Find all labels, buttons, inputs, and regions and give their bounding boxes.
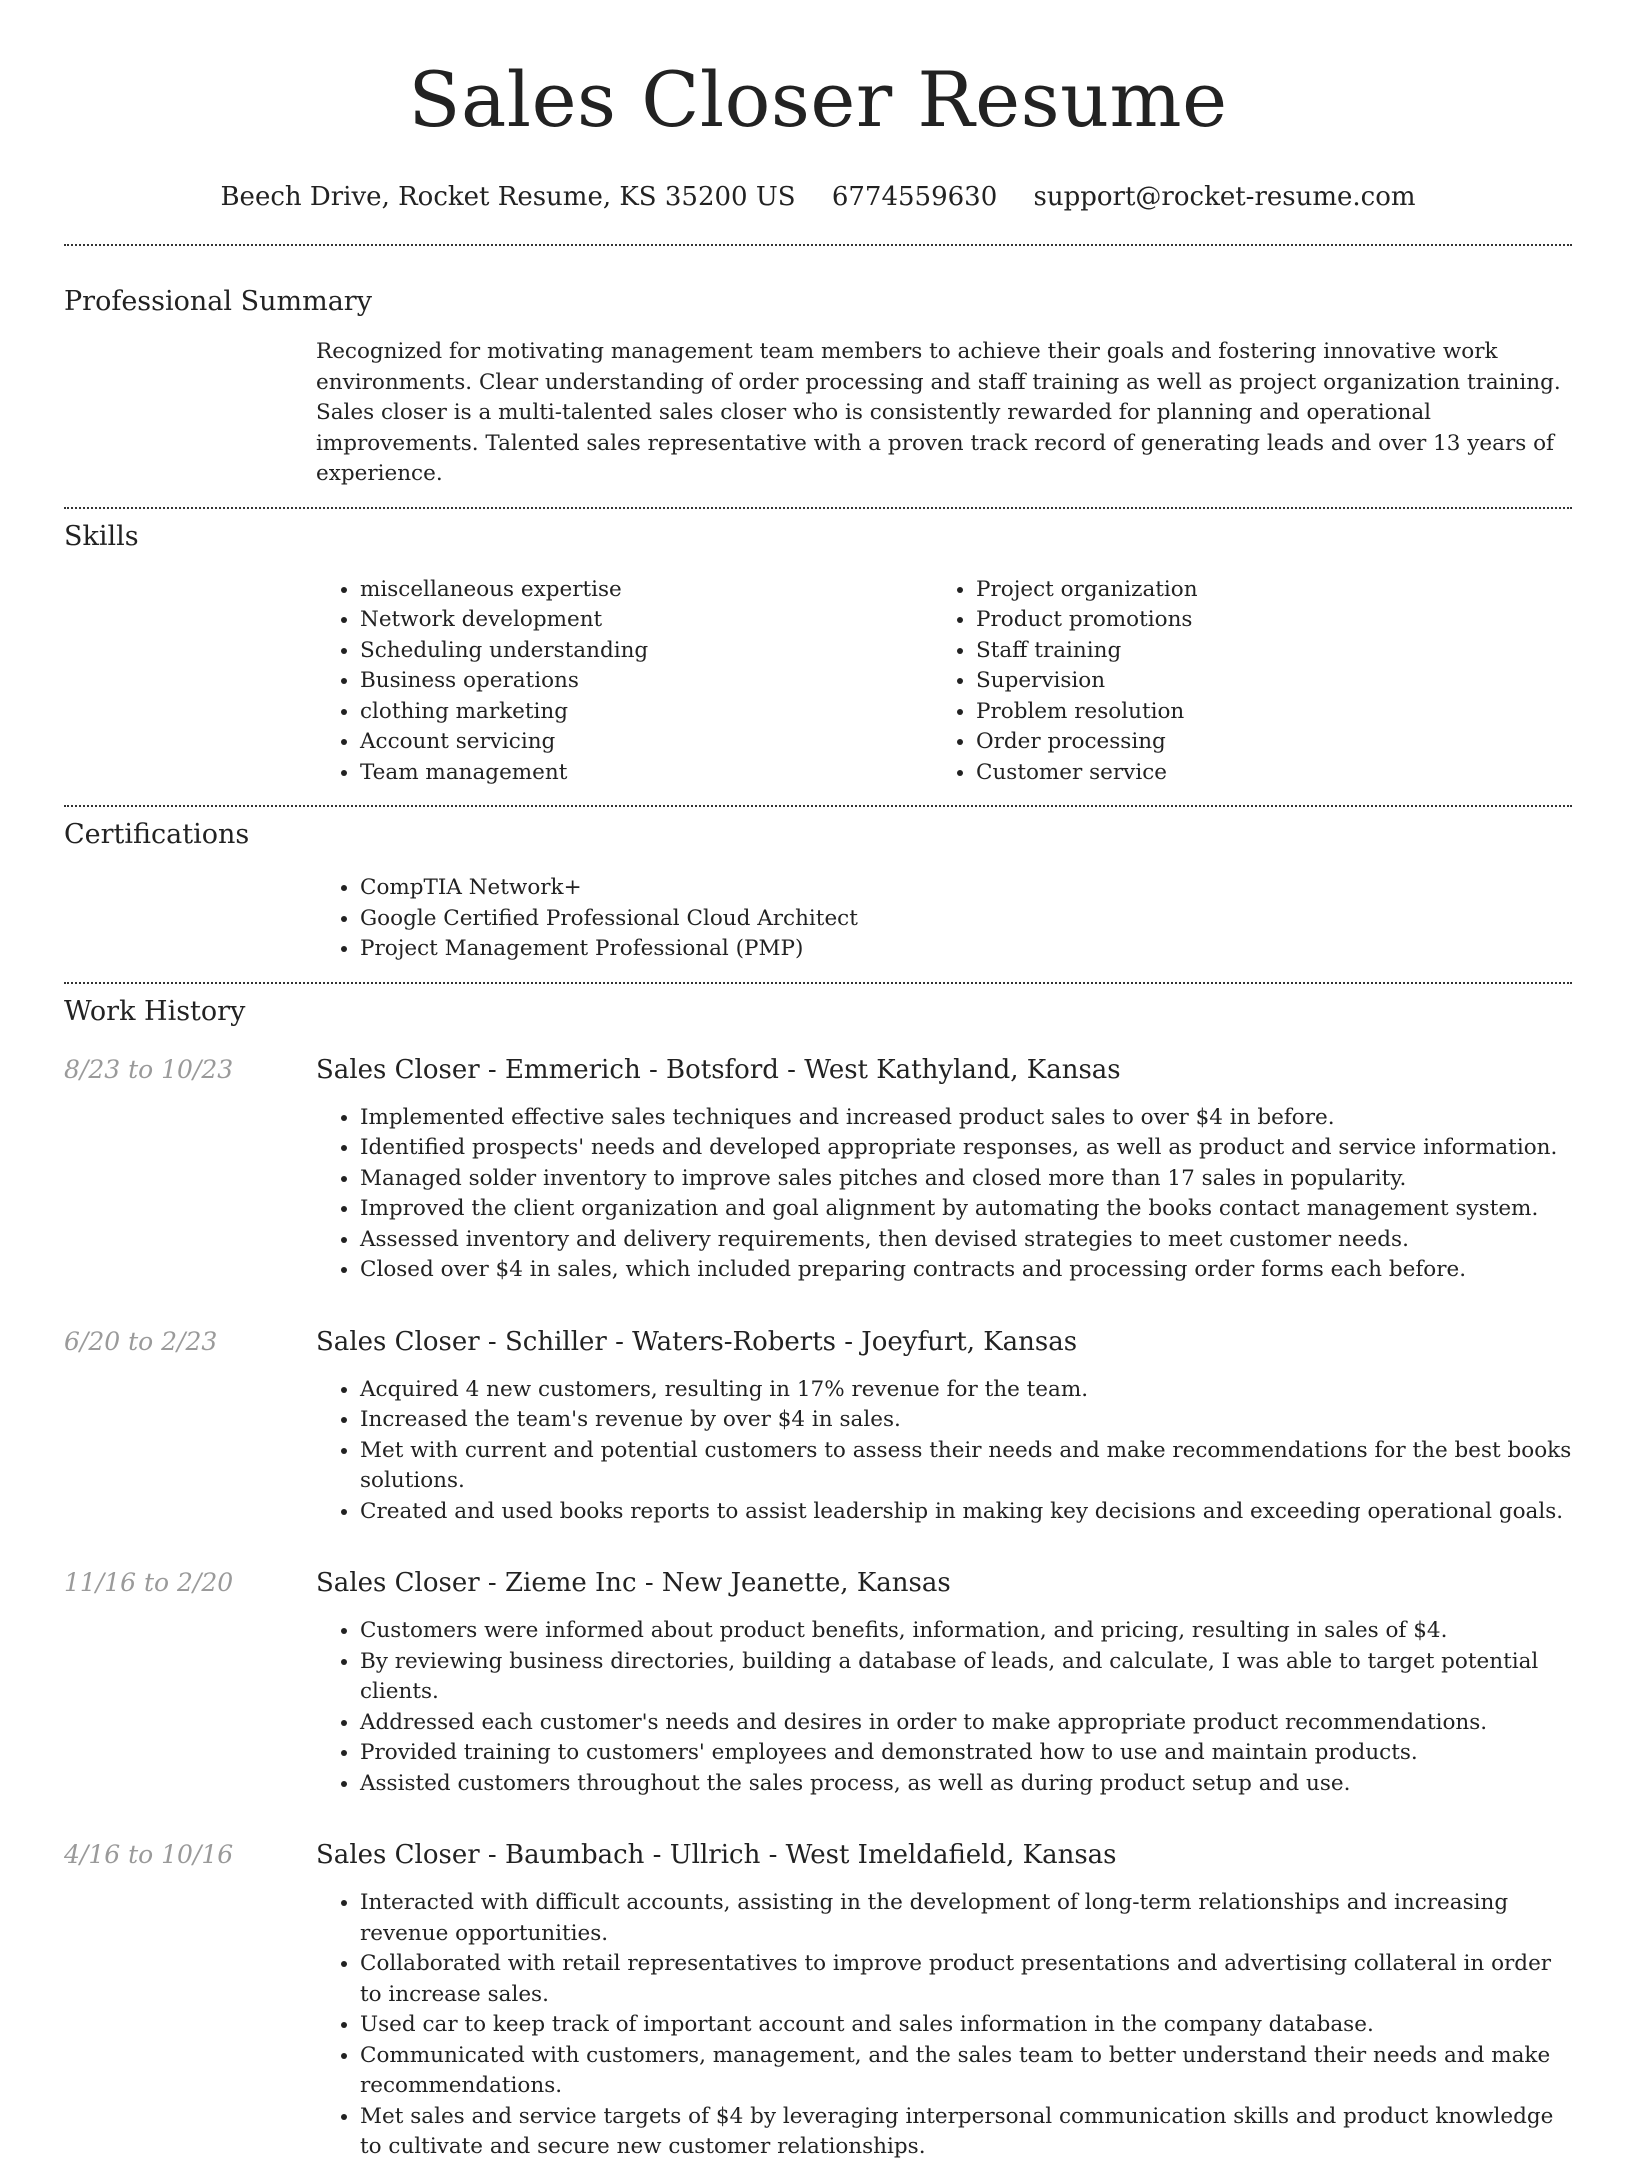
skills-list-left [316, 575, 932, 789]
certification-item: • CompTIA Network+ [360, 873, 1572, 904]
job-bullet: • Assisted customers throughout the sales process, as well as during product setup and use. [360, 1769, 1572, 1800]
skills-section [64, 509, 1572, 806]
certifications-heading: Certifications [64, 819, 250, 850]
skill-item: • Network development [360, 605, 932, 636]
work-heading: Work History [64, 995, 246, 1027]
job-title: Sales Closer - Baumbach - Ullrich - West Imeldafield, Kansas [316, 1840, 1117, 1870]
contact-address: Beech Drive, Rocket Resume, KS 35200 US [220, 182, 796, 212]
skill-item: • Problem resolution [976, 697, 1548, 728]
job-date: 11/16 to 2/20 [64, 1568, 234, 1597]
job-bullet: • Used car to keep track of important account and sales information in the company database. [360, 2010, 1572, 2041]
job-bullets [316, 1375, 1572, 1528]
job-entry [64, 1054, 1572, 1286]
job-bullet: • Managed solder inventory to improve sales pitches and closed more than 17 sales in popularity. [360, 1164, 1572, 1195]
skill-item: • Staff training [976, 636, 1548, 667]
job-title: Sales Closer - Emmerich - Botsford - West Kathyland, Kansas [316, 1054, 1121, 1085]
job-details [316, 1054, 1572, 1286]
job-entry [64, 1326, 1572, 1528]
job-bullet: • Implemented effective sales techniques and increased product sales to over $4 in before. [360, 1103, 1572, 1134]
skills-grid [316, 575, 1572, 806]
job-bullet: • Closed over $4 in sales, which included preparing contracts and processing order forms each before. [360, 1255, 1572, 1286]
job-bullet: • Addressed each customer's needs and desires in order to make appropriate product recommendations. [360, 1708, 1572, 1739]
contact-line [64, 182, 1572, 212]
skill-item: • Account servicing [360, 727, 932, 758]
job-bullets [316, 1103, 1572, 1286]
skill-item: • Business operations [360, 666, 932, 697]
summary-heading: Professional Summary [64, 286, 372, 317]
job-bullet: • Met with current and potential customers to assess their needs and make recommendations for the best books solutions. [360, 1436, 1572, 1497]
work-section [64, 984, 1572, 2163]
job-date: 6/20 to 2/23 [64, 1326, 218, 1356]
job-bullet: • Collaborated with retail representatives to improve product presentations and advertising collateral in order to increase sales. [360, 1949, 1572, 2010]
job-date: 8/23 to 10/23 [64, 1054, 234, 1084]
job-bullet: • By reviewing business directories, building a database of leads, and calculate, I was able to target potential clients. [360, 1647, 1572, 1708]
summary-text: Recognized for motivating management team members to achieve their goals and fostering innovative work environments. Clear understanding of order processing and staff training as well as project organization training. Sales closer is a multi-talented sales closer who is consistently rewarded for planning and operational improvements. Talented sales representative with a proven track record of generating leads and over 13 years of experience. [316, 339, 1561, 486]
job-details [316, 1567, 1572, 1799]
summary-body [316, 337, 1572, 507]
certifications-list [316, 873, 1572, 965]
job-bullet: • Identified prospects' needs and developed appropriate responses, as well as product and service information. [360, 1133, 1572, 1164]
certification-item: • Google Certified Professional Cloud Architect [360, 904, 1572, 935]
job-bullet: • Improved the client organization and goal alignment by automating the books contact management system. [360, 1194, 1572, 1225]
resume-title: Sales Closer Resume [408, 55, 1228, 144]
summary-section [64, 246, 1572, 507]
job-bullet: • Met sales and service targets of $4 by leveraging interpersonal communication skills and product knowledge to cultivate and secure new customer relationships. [360, 2102, 1572, 2163]
skill-item: • Project organization [976, 575, 1548, 606]
skills-list-right [932, 575, 1548, 789]
job-title: Sales Closer - Zieme Inc - New Jeanette, Kansas [316, 1568, 951, 1598]
job-bullet: • Customers were informed about product benefits, information, and pricing, resulting in sales of $4. [360, 1616, 1572, 1647]
job-bullet: • Provided training to customers' employees and demonstrated how to use and maintain products. [360, 1738, 1572, 1769]
skill-item: • Customer service [976, 758, 1548, 789]
job-bullet: • Interacted with difficult accounts, assisting in the development of long-term relationships and increasing revenue opportunities. [360, 1888, 1572, 1949]
job-bullet: • Assessed inventory and delivery requirements, then devised strategies to meet customer needs. [360, 1225, 1572, 1256]
skill-item: • clothing marketing [360, 697, 932, 728]
skill-item: • Order processing [976, 727, 1548, 758]
job-bullet: • Communicated with customers, management, and the sales team to better understand their needs and make recommendations. [360, 2041, 1572, 2102]
skill-item: • Product promotions [976, 605, 1548, 636]
resume-page [64, 0, 1572, 2163]
job-bullets [316, 1888, 1572, 2163]
certifications-section [64, 807, 1572, 982]
contact-email: support@rocket-resume.com [1033, 182, 1416, 212]
job-bullet: • Acquired 4 new customers, resulting in 17% revenue for the team. [360, 1375, 1572, 1406]
job-details [316, 1326, 1572, 1528]
job-bullets [316, 1616, 1572, 1799]
skill-item: • Team management [360, 758, 932, 789]
certifications-body [316, 873, 1572, 982]
skills-heading: Skills [64, 520, 139, 552]
job-entry [64, 1839, 1572, 2163]
skill-item: • miscellaneous expertise [360, 575, 932, 606]
job-details [316, 1839, 1572, 2163]
job-bullet: • Increased the team's revenue by over $4 in sales. [360, 1405, 1572, 1436]
certification-item: • Project Management Professional (PMP) [360, 934, 1572, 965]
job-title: Sales Closer - Schiller - Waters-Roberts - Joeyfurt, Kansas [316, 1326, 1078, 1357]
job-date: 4/16 to 10/16 [64, 1840, 234, 1869]
skill-item: • Supervision [976, 666, 1548, 697]
contact-phone: 6774559630 [831, 182, 998, 212]
job-entry [64, 1567, 1572, 1799]
job-bullet: • Created and used books reports to assist leadership in making key decisions and exceeding operational goals. [360, 1497, 1572, 1528]
skill-item: • Scheduling understanding [360, 636, 932, 667]
